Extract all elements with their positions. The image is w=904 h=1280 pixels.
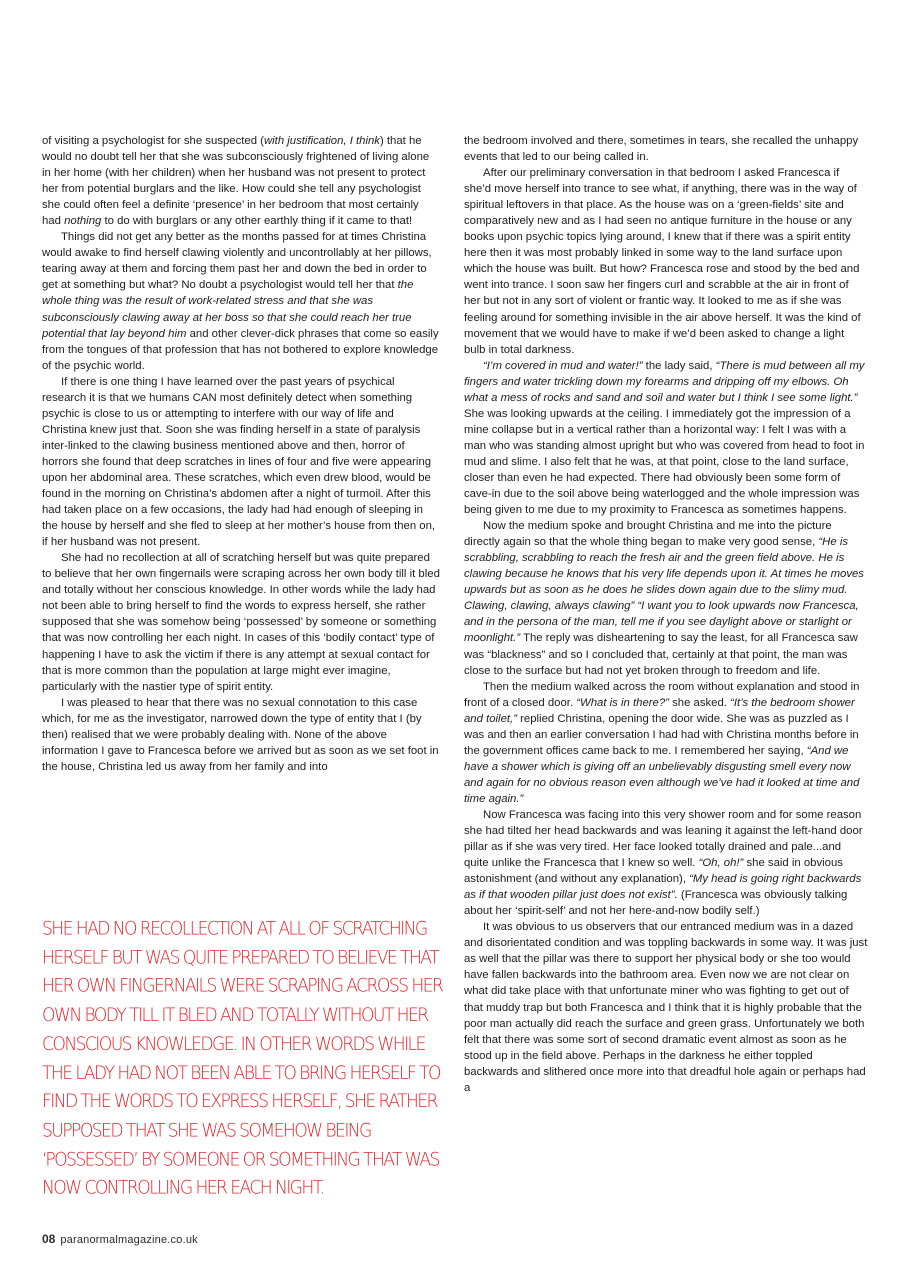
pull-quote: SHE HAD NO RECOLLECTION AT ALL OF SCRATCHING HERSELF BUT WAS QUITE PREPARED TO BELIEVE THAT HER OWN FINGERNAILS WERE SCRAPING ACROSS HER OWN BODY TILL IT BLED AND TOTALLY WITHOUT HER CONSCIOUS KNOWLEDGE. IN OTHER WORDS WHILE THE LADY HAD NOT BEEN ABLE TO BRING HERSELF TO FIND THE WORDS TO EXPRESS HERSELF, SHE RATHER SUPPOSED THAT SHE WAS SOMEHOW BEING ‘POSSESSED’ BY SOMEONE OR SOMETHING THAT WAS NOW CONTROLLING HER EACH NIGHT. xyxy=(42,918,443,1200)
article-left-column xyxy=(42,133,440,775)
paragraph: “I’m covered in mud and water!” the lady said, “There is mud between all my fingers and water trickling down my forearms and dripping off my elbows. Oh what a mess of rocks and sand and soil and water but I think I see some light.” She was looking upwards at the ceiling. I immediately got the impression of a mine collapse but in a vertical rather than a horizontal way: I felt I was with a man who was standing almost upright but who was covered from head to foot in mud and slime. I also felt that he was, at that point, close to the land surface, closer than even he had expected. There had obviously been some form of cave-in due to the soil above being waterlogged and the whole impression was being given to me due to my proximity to Francesca as sometimes happens. xyxy=(464,359,865,517)
page-footer xyxy=(42,1232,198,1246)
paragraph: Then the medium walked across the room without explanation and stood in front of a closed door. “What is in there?” she asked. “It’s the bedroom shower and toilet,” replied Christina, opening the door wide. She was as puzzled as I was and then an earlier conversation I had had with Christina months before in the government offices came back to me. I remembered her saying, “And we have a shower which is giving off an unbelievably disgusting smell every now and again for no obvious reason even although we’ve had it looked at time and time again.” xyxy=(464,680,860,805)
paragraph: Things did not get any better as the months passed for at times Christina would awake to find herself clawing violently and uncontrollably at her pillows, tearing away at them and forcing them past her and down the bed in order to get at something but what? No doubt a psychologist would tell her that the whole thing was the result of work-related stress and that she was subconsciously clawing away at her boss so that she could reach her true potential that lay beyond him and other clever-dick phrases that come so easily from the tongues of that profession that has not bothered to explore knowledge of the psychic world. xyxy=(42,231,439,372)
paragraph: Now Francesca was facing into this very shower room and for some reason she had tilted her head backwards and was leaning it against the left-hand door pillar as if she was very tired. Her face looked totally drained and pale...and quite unlike the Francesca that I knew so well. “Oh, oh!” she said in obvious astonishment (and without any explanation), “My head is going right backwards as if that wooden pillar just does not exist”. (Francesca was obviously talking about her ‘spirit-self’ and not her here-and-now bodily self.) xyxy=(464,808,863,918)
page-number: 08 xyxy=(42,1232,56,1246)
article-right-column xyxy=(464,133,868,1096)
paragraph: After our preliminary conversation in that bedroom I asked Francesca if she’d move herself into trance to see what, if anything, there was in the way of spiritual leftovers in that place. As the house was on a ‘green-fields’ site and comparatively new and as I had seen no antique furniture in the house or any books upon psychic topics lying around, I knew that if there was a spirit entity here then it was most probably linked in some way to the land surface upon which the house was built. But how? Francesca rose and stood by the bed and went into trance. I soon saw her fingers curl and scrabble at the air in front of her but not in any sort of violent or frantic way. It looked to me as if she was feeling around for something invisible in the air above herself. It was the kind of movement that we would have to make if we’d been asked to change a light bulb in total darkness. xyxy=(464,167,861,356)
paragraph: Now the medium spoke and brought Christina and me into the picture directly again so that the whole thing began to make very good sense, “He is scrabbling, scrabbling to reach the fresh air and the green field above. He is clawing because he knows that his very life depends upon it. At times he moves upwards but as soon as he does he slides down again due to the slimy mud. Clawing, clawing, always clawing” “I want you to look upwards now Francesca, and in the persona of the man, tell me if you see daylight above or starlight or moonlight.” The reply was disheartening to say the least, for all Francesca saw was “blackness” and so I concluded that, certainly at that point, the man was close to the surface but had not yet broken through to freedom and life. xyxy=(464,520,864,677)
paragraph: the bedroom involved and there, sometimes in tears, she recalled the unhappy events that led to our being called in. xyxy=(464,135,859,164)
paragraph: It was obvious to us observers that our entranced medium was in a dazed and disorientated condition and was toppling backwards in some way. It was just as well that the pillar was there to support her physical body or she too would have fallen backwards into the bathroom area. Even now we are not clear on what did take place with that unfortunate miner who was fighting to get out of that muddy trap but both Francesca and I think that it is highly probable that the poor man actually did reach the surface and green grass. Unfortunately we both felt that there was some sort of second dramatic event almost as soon as he stood up in the field above. Perhaps in the darkness he either toppled backwards and slithered once more into that dreadful hole again or perhaps had a xyxy=(464,921,868,1094)
website-url: paranormalmagazine.co.uk xyxy=(60,1234,198,1246)
paragraph: If there is one thing I have learned over the past years of psychical research it is that we humans CAN most definitely detect when something psychic is close to us or attempting to interfere with our way of life and Christina knew just that. Soon she was finding herself in a state of paralysis inter-linked to the clawing business mentioned above and then, horror of horrors she found that deep scratches in lines of four and five were appearing upon her abdominal area. These scratches, which even drew blood, would be found in the morning on Christina’s abdomen after a night of turmoil. After this had taken place on a few occasions, the lady had had enough of sleeping in the house by herself and she fled to sleep at her mother’s house from then on, if her husband was not present. xyxy=(42,375,436,549)
paragraph: I was pleased to hear that there was no sexual connotation to this case which, for me as the investigator, narrowed down the type of entity that I (by then) realised that we were probably dealing with. None of the above information I gave to Francesca before we arrived but as soon as we set foot in the house, Christina led us away from her family and into xyxy=(42,696,439,773)
paragraph: She had no recollection at all of scratching herself but was quite prepared to believe that her own fingernails were scraping across her own body till it bled and totally without her conscious knowledge. In other words while the lady had not been able to bring herself to find the words to express herself, she rather supposed that she was somehow being ‘possessed’ by someone or something that was now controlling her each night. In cases of this ‘bodily contact’ type of happening I have to ask the victim if there is any attempt at sexual contact for that is more common than the population at large might ever imagine, particularly with the nastier type of spirit entity. xyxy=(42,552,440,693)
paragraph: of visiting a psychologist for she suspected (with justification, I think) that he would no doubt tell her that she was subconsciously frightened of living alone in her home (with her children) when her husband was not present to protect her from potential burglars and the like. How could she tell any psychologist she could often feel a definite ‘presence’ in her bedroom that most certainly had nothing to do with burglars or any other earthly thing if it came to that! xyxy=(42,135,430,228)
